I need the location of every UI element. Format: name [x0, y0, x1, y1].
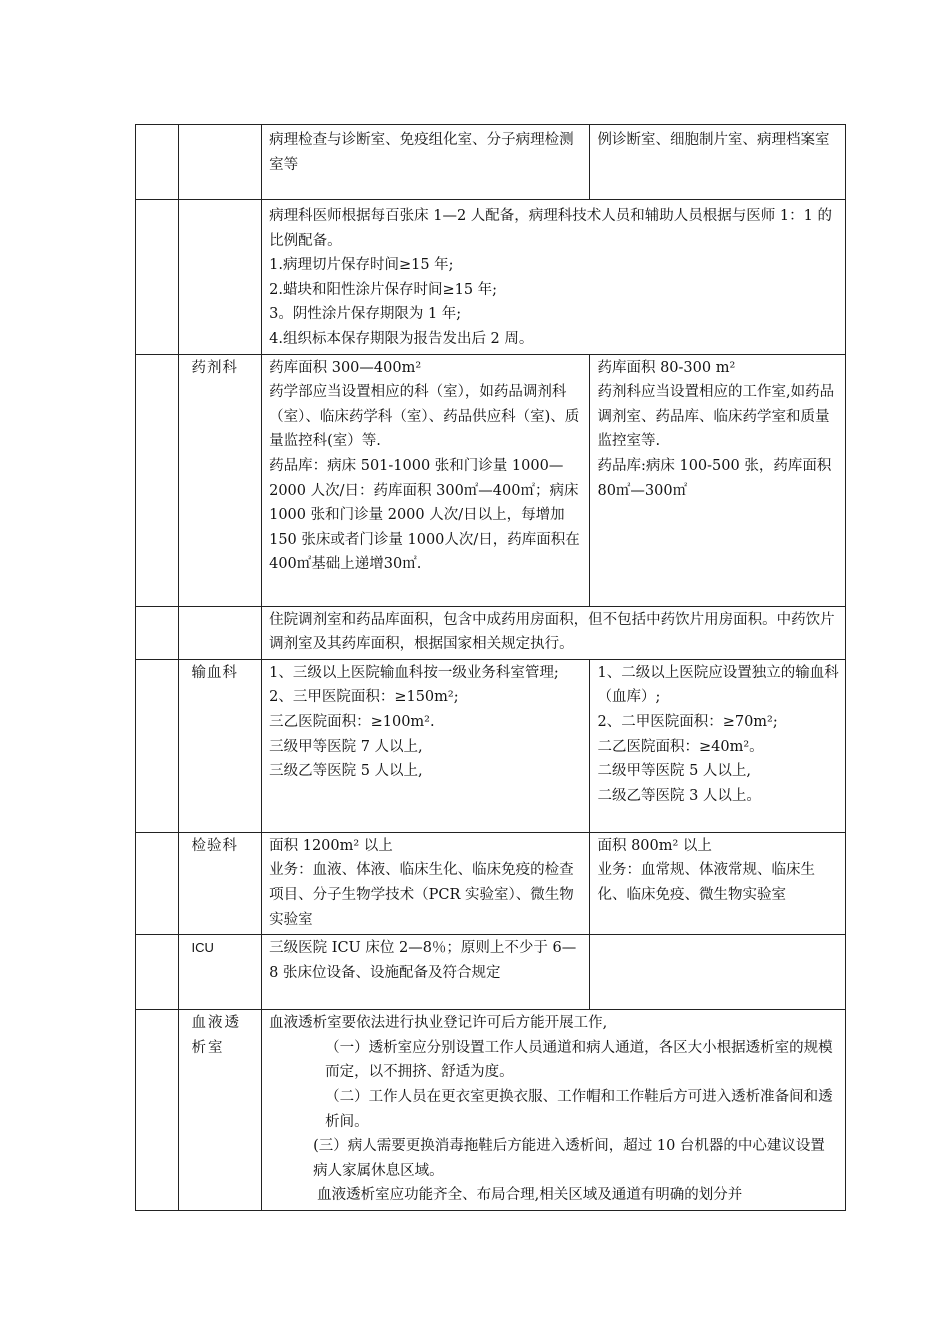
tertiary-cell: 面积 1200m² 以上 业务：血液、体液、临床生化、临床免疫的检查项目、分子生物学技术（PCR 实验室）、微生物实验室	[262, 832, 590, 934]
index-cell	[136, 832, 179, 934]
tertiary-cell: 三级医院 ICU 床位 2—8％；原则上不少于 6—8 张床位设备、设施配备及符合规定	[262, 935, 590, 1010]
tertiary-cell: 药库面积 300—400m² 药学部应当设置相应的科（室），如药品调剂科（室）、临床药学科（室）、药品供应科（室)、质量监控科(室）等. 药品库：病床 501-1000 张和门诊量 1000—2000 人次/日：药库面积 300㎡—400㎡；病床 1000 张和门诊量 2000 人次/日以上，每增加 150 张床或者门诊量 1000人次/日，药库面积在 400㎡基础上递增30㎡.	[262, 354, 590, 606]
secondary-cell	[590, 935, 846, 1010]
tertiary-cell: 1、三级以上医院输血科按一级业务科室管理; 2、三甲医院面积：≥150m²; 三乙医院面积：≥100m². 三级甲等医院 7 人以上, 三级乙等医院 5 人以上,	[262, 659, 590, 832]
table-row	[136, 935, 846, 1010]
secondary-cell: 面积 800m² 以上 业务：血常规、体液常规、临床生化、临床免疫、微生物实验室	[590, 832, 846, 934]
dept-label: ICU	[179, 935, 262, 1010]
dept-cell	[179, 200, 262, 355]
dept-label: 检验科	[179, 832, 262, 934]
merged-cell: 血液透析室要依法进行执业登记许可后方能开展工作, （一）透析室应分别设置工作人员通道和病人通道，各区大小根据透析室的规模而定，以不拥挤、舒适为度。 （二）工作人员在更衣室更换衣服、工作帽和工作鞋后方可进入透析准备间和透析间。 (三）病人需要更换消毒拖鞋后方能进入透析间，超过 10 台机器的中心建议设置病人家属休息区域。 血液透析室应功能齐全、布局合理,相关区域及通道有明确的划分并	[262, 1010, 846, 1211]
secondary-cell: 药库面积 80-300 m² 药剂科应当设置相应的工作室,如药品调剂室、药品库、临床药学室和质量监控室等. 药品库:病床 100-500 张，药库面积 80㎡—300㎡	[590, 354, 846, 606]
index-cell	[136, 200, 179, 355]
table-row	[136, 606, 846, 659]
merged-cell: 病理科医师根据每百张床 1—2 人配备，病理科技术人员和辅助人员根据与医师 1：1 的比例配备。 1.病理切片保存时间≥15 年; 2.蜡块和阳性涂片保存时间≥15 年; 3。阴性涂片保存期限为 1 年; 4.组织标本保存期限为报告发出后 2 周。	[262, 200, 846, 355]
dept-label: 药剂科	[179, 354, 262, 606]
index-cell	[136, 125, 179, 200]
secondary-cell: 1、二级以上医院应设置独立的输血科（血库）; 2、二甲医院面积：≥70m²; 二乙医院面积：≥40m²。 二级甲等医院 5 人以上, 二级乙等医院 3 人以上。	[590, 659, 846, 832]
index-cell	[136, 354, 179, 606]
table-row	[136, 200, 846, 355]
index-cell	[136, 659, 179, 832]
dept-label: 血液透析室	[179, 1010, 262, 1211]
dept-cell	[179, 125, 262, 200]
table-row	[136, 1010, 846, 1211]
merged-cell: 住院调剂室和药品库面积，包含中成药用房面积，但不包括中药饮片用房面积。中药饮片调剂室及其药库面积，根据国家相关规定执行。	[262, 606, 846, 659]
table-row	[136, 832, 846, 934]
index-cell	[136, 1010, 179, 1211]
table-row	[136, 354, 846, 606]
index-cell	[136, 606, 179, 659]
dept-label: 输血科	[179, 659, 262, 832]
dept-cell	[179, 606, 262, 659]
index-cell	[136, 935, 179, 1010]
secondary-cell: 例诊断室、细胞制片室、病理档案室	[590, 125, 846, 200]
standards-table	[135, 124, 846, 1211]
table-row	[136, 659, 846, 832]
table-row	[136, 125, 846, 200]
tertiary-cell: 病理检查与诊断室、免疫组化室、分子病理检测室等	[262, 125, 590, 200]
